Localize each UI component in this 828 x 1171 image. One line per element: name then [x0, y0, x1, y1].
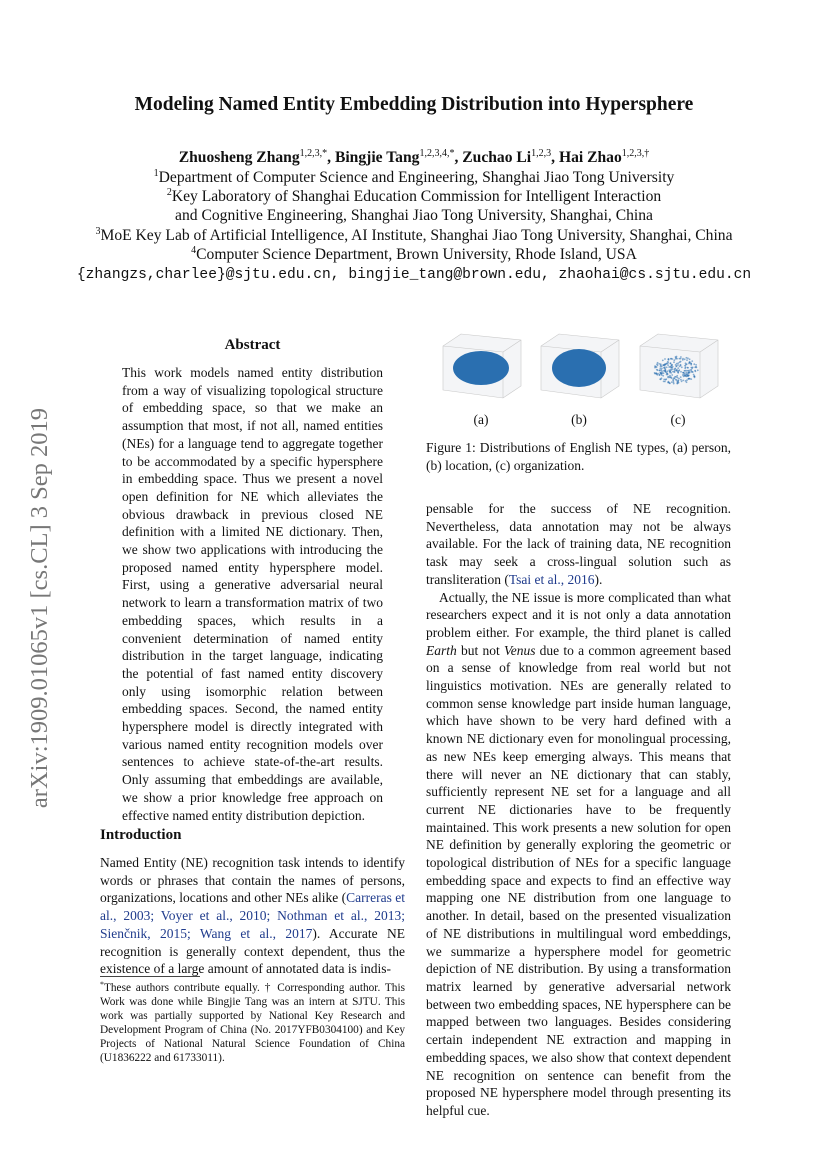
- scatter-point: [664, 371, 666, 373]
- scatter-point: [659, 369, 661, 371]
- scatter-point: [680, 356, 682, 358]
- scatter-point: [673, 383, 675, 385]
- scatter-point: [672, 371, 674, 373]
- author-marks: 1,2,3,4,*: [419, 148, 455, 159]
- scatter-point: [685, 362, 687, 364]
- scatter-point: [667, 374, 669, 376]
- scatter-point: [684, 358, 686, 360]
- subfigure-label: (b): [571, 412, 587, 427]
- arxiv-id: arXiv:1909.01065v1 [cs.CL] 3 Sep 2019: [26, 407, 53, 809]
- scatter-point: [686, 372, 688, 374]
- scatter-point: [671, 367, 673, 369]
- intro-text: ).: [594, 571, 603, 587]
- scatter-point: [667, 370, 669, 372]
- footnote-rule: [100, 976, 200, 977]
- scatter-point: [686, 370, 688, 372]
- scatter-point: [681, 366, 683, 368]
- scatter-point: [667, 358, 669, 360]
- scatter-point: [680, 371, 682, 373]
- scatter-point: [669, 383, 671, 385]
- scatter-point: [693, 375, 695, 377]
- introduction-left-column: [100, 854, 405, 978]
- subfigure-label: (a): [473, 412, 489, 427]
- introduction-heading: Introduction: [100, 827, 182, 843]
- scatter-point: [659, 374, 661, 376]
- abstract-heading: Abstract: [224, 337, 281, 353]
- affiliation-text: Department of Computer Science and Engineering, Shanghai Jiao Tong University: [158, 169, 675, 186]
- scatter-point: [660, 364, 662, 366]
- scatter-point: [672, 380, 674, 382]
- scatter-point: [654, 372, 656, 374]
- intro-text: ). Accurate NE recognition is generally context dependent, thus the existence of a large amount of annotated data is indis-: [100, 925, 405, 977]
- footnote-text: These authors contribute equally. † Corresponding author. This Work was done while Bingjie Tang was an intern at SJTU. This work was partially supported by National Key Research and Development Program of China (No. 2017YFB0304100) and Key Projects of National Natural Science Foundation of China (U1836222 and 61733011).: [100, 982, 405, 1064]
- subfigure-label: (c): [670, 412, 686, 427]
- scatter-point: [684, 375, 686, 377]
- scatter-point: [680, 376, 682, 378]
- affiliation: [0, 245, 828, 264]
- scatter-point: [680, 364, 682, 366]
- scatter-point: [690, 369, 692, 371]
- intro-text: pensable for the success of NE recognition. Nevertheless, data annotation may not be always available. For the lack of training data, NE recognition task may seek a cross-lingual solution such as transliteration (: [426, 501, 731, 587]
- scatter-point: [668, 369, 670, 371]
- author-marks: 1,2,3: [531, 148, 552, 159]
- scatter-point: [674, 368, 676, 370]
- scatter-point: [678, 378, 680, 380]
- scatter-point: [686, 359, 688, 361]
- point-cloud: [552, 349, 606, 387]
- intro-text: Named Entity (NE) recognition task intends to identify words or phrases that contain the names of persons, organizations, locations and other NEs alike (: [100, 855, 405, 906]
- emphasis: Venus: [503, 642, 536, 658]
- scatter-point: [672, 368, 674, 370]
- scatter-point: [667, 364, 669, 366]
- scatter-point: [669, 366, 671, 368]
- affiliation-text: Computer Science Department, Brown University, Rhode Island, USA: [196, 246, 637, 263]
- author-marks: 1,2,3,*: [299, 148, 328, 159]
- intro-text: Actually, the NE issue is more complicated than what researchers expect and it is not only a data annotation problem either. For example, the third planet is called: [426, 589, 731, 640]
- scatter-point: [678, 380, 680, 382]
- scatter-point: [688, 361, 690, 363]
- scatter-point: [670, 372, 672, 374]
- scatter-point: [676, 381, 678, 383]
- scatter-point: [675, 379, 677, 381]
- scatter-point: [678, 369, 680, 371]
- scatter-point: [691, 360, 693, 362]
- scatter-panel: [640, 334, 718, 398]
- scatter-point: [687, 367, 689, 369]
- scatter-point: [671, 374, 673, 376]
- affiliation-number: 4: [191, 245, 197, 256]
- author-name: Hai Zhao: [558, 149, 622, 166]
- figure-1-caption: Figure 1: Distributions of English NE types, (a) person, (b) location, (c) organization.: [426, 440, 731, 473]
- scatter-point: [663, 372, 665, 374]
- scatter-point: [689, 358, 691, 360]
- scatter-point: [657, 365, 659, 367]
- scatter-point: [680, 379, 682, 381]
- author-emails: {zhangzs,charlee}@sjtu.edu.cn, bingjie_tang@brown.edu, zhaohai@cs.sjtu.edu.cn: [76, 267, 752, 283]
- scatter-point: [688, 375, 690, 377]
- scatter-point: [681, 381, 683, 383]
- scatter-point: [673, 361, 675, 363]
- scatter-point: [688, 372, 690, 374]
- scatter-point: [682, 380, 684, 382]
- affiliation-text: and Cognitive Engineering, Shanghai Jiao Tong University, Shanghai, China: [175, 207, 653, 224]
- scatter-point: [684, 370, 686, 372]
- scatter-point: [673, 359, 675, 361]
- scatter-point: [691, 371, 693, 373]
- affiliation-number: 3: [95, 226, 101, 237]
- affiliation: [0, 226, 828, 245]
- affiliation: [0, 187, 828, 206]
- citation-link[interactable]: Carreras et al., 2003; Voyer et al., 2010; Nothman et al., 2013; Sienčnik, 2015; Wang et al., 2017: [100, 890, 405, 941]
- author-marks: 1,2,3,†: [621, 148, 650, 159]
- point-cloud: [453, 351, 509, 385]
- scatter-point: [662, 364, 664, 366]
- scatter-point: [671, 364, 673, 366]
- arxiv-sidebar: [20, 368, 60, 848]
- affiliation: [0, 206, 828, 225]
- scatter-point: [695, 370, 697, 372]
- affiliation-text: Key Laboratory of Shanghai Education Commission for Intelligent Interaction: [171, 188, 662, 205]
- scatter-point: [685, 366, 687, 368]
- scatter-point: [663, 381, 665, 383]
- scatter-point: [682, 358, 684, 360]
- figure-1: [426, 330, 731, 430]
- scatter-panel: [541, 334, 619, 398]
- scatter-point: [673, 377, 675, 379]
- scatter-point: [655, 372, 657, 374]
- affiliation-text: MoE Key Lab of Artificial Intelligence, AI Institute, Shanghai Jiao Tong University, Shanghai, China: [100, 227, 733, 244]
- scatter-point: [679, 366, 681, 368]
- scatter-point: [666, 363, 668, 365]
- scatter-point: [658, 363, 660, 365]
- scatter-point: [675, 356, 677, 358]
- figure-1-plots: [426, 330, 731, 410]
- scatter-point: [676, 365, 678, 367]
- intro-text: due to a common agreement based on a sense of knowledge from real world but not linguistics motivation. NEs are generally related to common sense knowledge part inside human language, which have shown to be very hard defined with a known NE dictionary even for monolingual processing, as new NEs keep emerging always. This means that there will never an NE dictionary that can stably, sufficiently represent NE set for a language and all current NE dictionaries have to be frequently maintained. This work presents a new solution for open NE definition by generally exploring the geometric or topological distribution of NEs for a specific language embedding space and expects to find an effective way mapping one NE distribution from one language to another. In detail, based on the presented visualization of NE distributions in multilingual word embeddings, we summarize a hypersphere model for geometric depiction of NE distribution. By using a transformation matrix learned by generative adversarial network between two embedding spaces, NE hypersphere can be mapped between two languages. Besides considering certain independent NE extraction and mapping in embedding spaces, we also show that context dependent NE recognition on sentence can benefit from the proposed NE hypersphere model through presenting its helpful cue.: [426, 642, 731, 1118]
- author-name: Zhuosheng Zhang: [178, 149, 300, 166]
- emphasis: Earth: [426, 642, 457, 658]
- scatter-point: [670, 358, 672, 360]
- scatter-point: [676, 375, 678, 377]
- scatter-point: [665, 379, 667, 381]
- abstract-text: This work models named entity distribution from a way of visualizing topological structure of embedding space, so that we make an assumption that most, if not all, named entities (NEs) for a language tend to aggregate together to be accommodated by a specific hypersphere in embedding space. Thus we present a novel open definition for NE which alleviates the obvious drawback in previous closed NE definition with a limited NE dictionary. Then, we show two applications with introducing the proposed named entity hypersphere model. First, using a generative adversarial neural network to learn a transformation matrix of two embedding spaces, which results in a convenient determination of named entity distribution in the target language, indicating the potential of fast named entity discovery only using isomorphic relation between embedding spaces. Second, the named entity hypersphere model is directly integrated with various named entity recognition models over sentences to achieve state-of-the-art results. Only assuming that embeddings are available, we show a prior knowledge free approach on effective named entity distribution depiction.: [122, 365, 383, 823]
- scatter-point: [697, 369, 699, 371]
- scatter-point: [679, 361, 681, 363]
- scatter-point: [670, 376, 672, 378]
- footnote: [100, 981, 405, 1065]
- scatter-point: [676, 369, 678, 371]
- scatter-point: [693, 363, 695, 365]
- scatter-point: [690, 378, 692, 380]
- scatter-point: [670, 362, 672, 364]
- scatter-point: [659, 367, 661, 369]
- scatter-point: [692, 367, 694, 369]
- introduction-right-column: [426, 500, 731, 1120]
- scatter-point: [676, 383, 678, 385]
- citation-link[interactable]: Tsai et al., 2016: [508, 571, 595, 587]
- author-name: Zuchao Li: [462, 149, 532, 166]
- scatter-point: [667, 382, 669, 384]
- scatter-point: [677, 367, 679, 369]
- footnote-mark: *: [100, 980, 104, 989]
- scatter-point: [695, 364, 697, 366]
- scatter-point: [656, 369, 658, 371]
- scatter-panel: [443, 334, 521, 398]
- scatter-point: [660, 373, 662, 375]
- scatter-point: [696, 367, 698, 369]
- scatter-point: [666, 366, 668, 368]
- intro-text: but not: [456, 642, 504, 658]
- paper-title: Modeling Named Entity Embedding Distribution into Hypersphere: [134, 94, 694, 115]
- scatter-point: [662, 375, 664, 377]
- author-line: Zhuosheng Zhang$^{1,2,3,*}$, Bingjie Tang$^{1,2,3,4,*}$, Zuchao Li$^{1,2,3}$, Hai Zhao$^{1,2,3,\dagger}$: [178, 148, 650, 166]
- scatter-point: [662, 360, 664, 362]
- scatter-point: [682, 372, 684, 374]
- affiliation-number: 1: [153, 168, 159, 179]
- scatter-point: [685, 380, 687, 382]
- scatter-point: [679, 358, 681, 360]
- affiliation: [0, 168, 828, 187]
- scatter-point: [654, 367, 656, 369]
- scatter-point: [664, 366, 666, 368]
- scatter-point: [676, 363, 678, 365]
- scatter-point: [661, 377, 663, 379]
- scatter-point: [693, 374, 695, 376]
- affiliation-number: 2: [166, 187, 172, 198]
- scatter-point: [690, 363, 692, 365]
- scatter-point: [671, 381, 673, 383]
- scatter-point: [686, 357, 688, 359]
- scatter-point: [688, 378, 690, 380]
- scatter-point: [664, 358, 666, 360]
- scatter-point: [664, 368, 666, 370]
- author-name: Bingjie Tang: [334, 149, 420, 166]
